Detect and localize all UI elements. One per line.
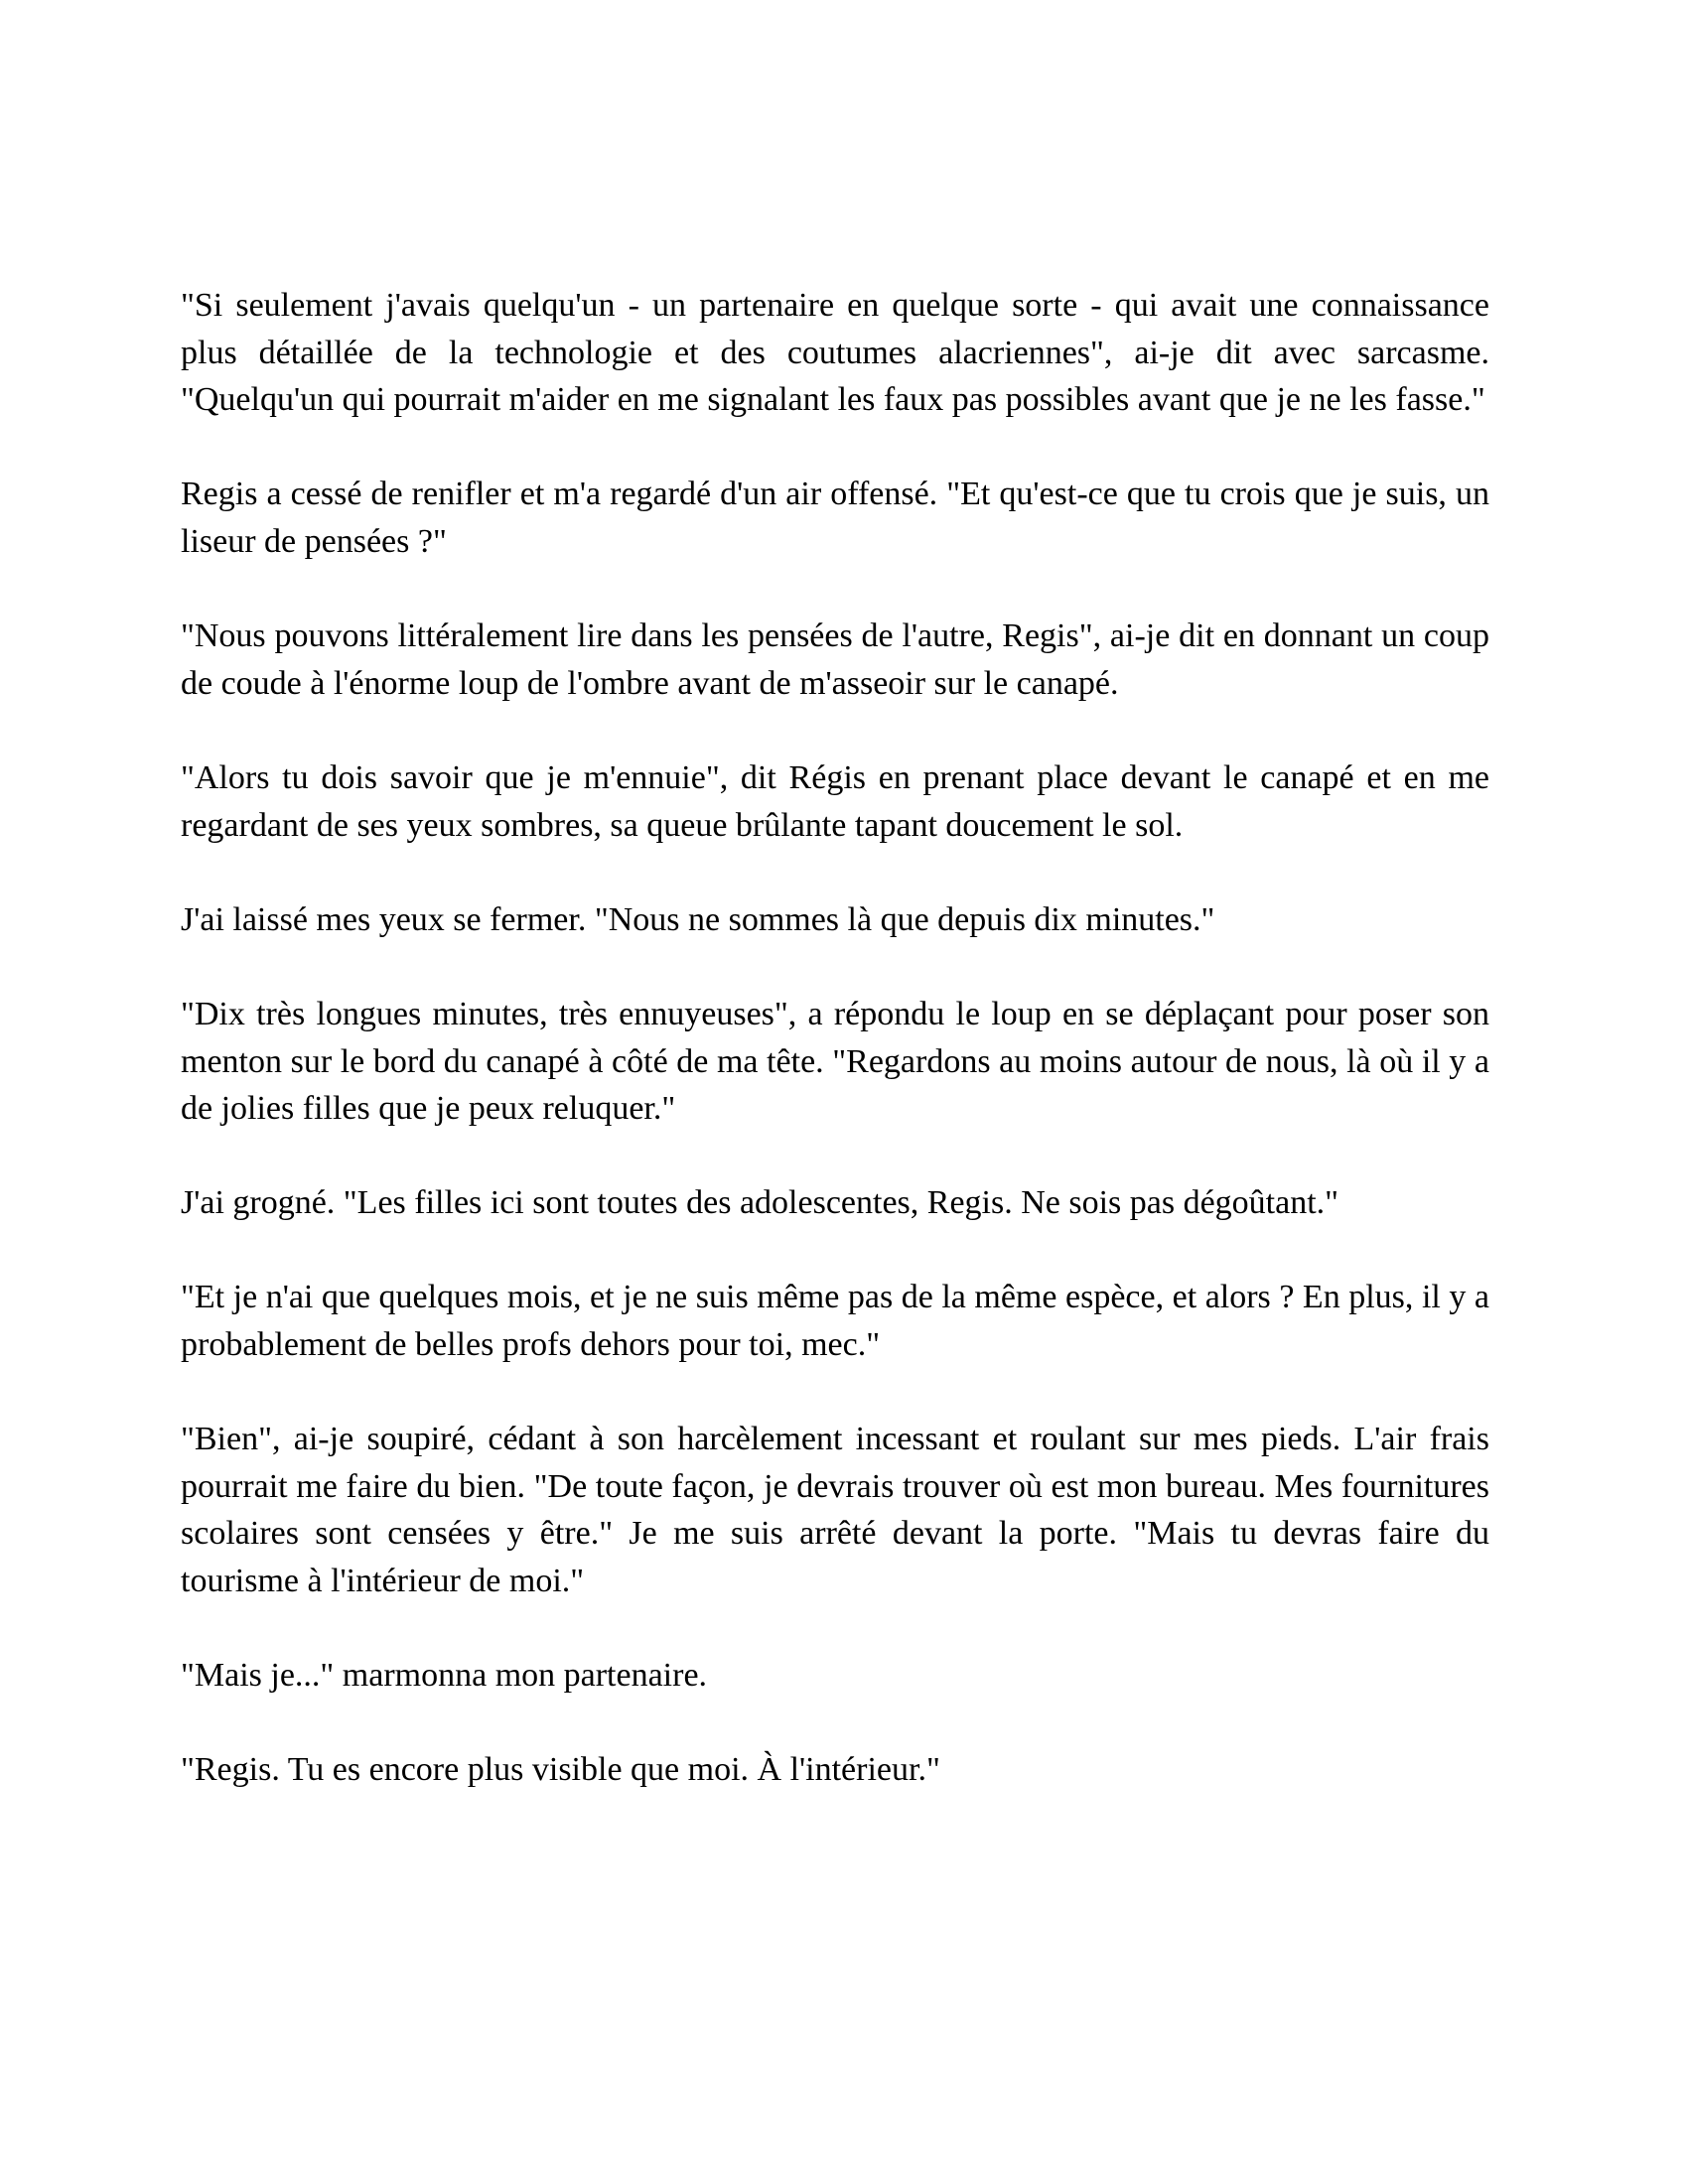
paragraph: "Alors tu dois savoir que je m'ennuie", dit Régis en prenant place devant le canapé et en me regardant de ses yeux sombres, sa queue brûlante tapant doucement le sol. bbox=[181, 758, 1489, 844]
paragraph: "Dix très longues minutes, très ennuyeuses", a répondu le loup en se déplaçant pour poser son menton sur le bord du canapé à côté de ma tête. "Regardons au moins autour de nous, là où il y a de jolies filles que je peux reluquer." bbox=[181, 995, 1489, 1128]
paragraph: Regis a cessé de renifler et m'a regardé d'un air offensé. "Et qu'est-ce que tu crois que je suis, un liseur de pensées ?" bbox=[181, 476, 1489, 560]
paragraph: "Bien", ai-je soupiré, cédant à son harcèlement incessant et roulant sur mes pieds. L'air frais pourrait me faire du bien. "De toute façon, je devrais trouver où est mon bureau. Mes fournitures scolaires sont censées y être." Je me suis arrêté devant la porte. "Mais tu devras faire du tourisme à l'intérieur de moi." bbox=[181, 1421, 1489, 1600]
paragraph: "Nous pouvons littéralement lire dans les pensées de l'autre, Regis", ai-je dit en donnant un coup de coude à l'énorme loup de l'ombre avant de m'asseoir sur le canapé. bbox=[181, 617, 1489, 702]
paragraph: J'ai grogné. "Les filles ici sont toutes des adolescentes, Regis. Ne sois pas dégoûtant." bbox=[181, 1184, 1339, 1222]
document-page bbox=[181, 282, 1489, 1842]
paragraph: "Et je n'ai que quelques mois, et je ne suis même pas de la même espèce, et alors ? En plus, il y a probablement de belles profs dehors pour toi, mec." bbox=[181, 1279, 1489, 1364]
paragraph: "Mais je..." marmonna mon partenaire. bbox=[181, 1657, 708, 1695]
paragraph: "Regis. Tu es encore plus visible que moi. À l'intérieur." bbox=[181, 1751, 940, 1789]
paragraph: J'ai laissé mes yeux se fermer. "Nous ne sommes là que depuis dix minutes." bbox=[181, 900, 1215, 938]
paragraph: "Si seulement j'avais quelqu'un - un partenaire en quelque sorte - qui avait une connaissance plus détaillée de la technologie et des coutumes alacriennes", ai-je dit avec sarcasme. "Quelqu'un qui pourrait m'aider en me signalant les faux pas possibles avant que je ne les fasse." bbox=[181, 287, 1489, 419]
